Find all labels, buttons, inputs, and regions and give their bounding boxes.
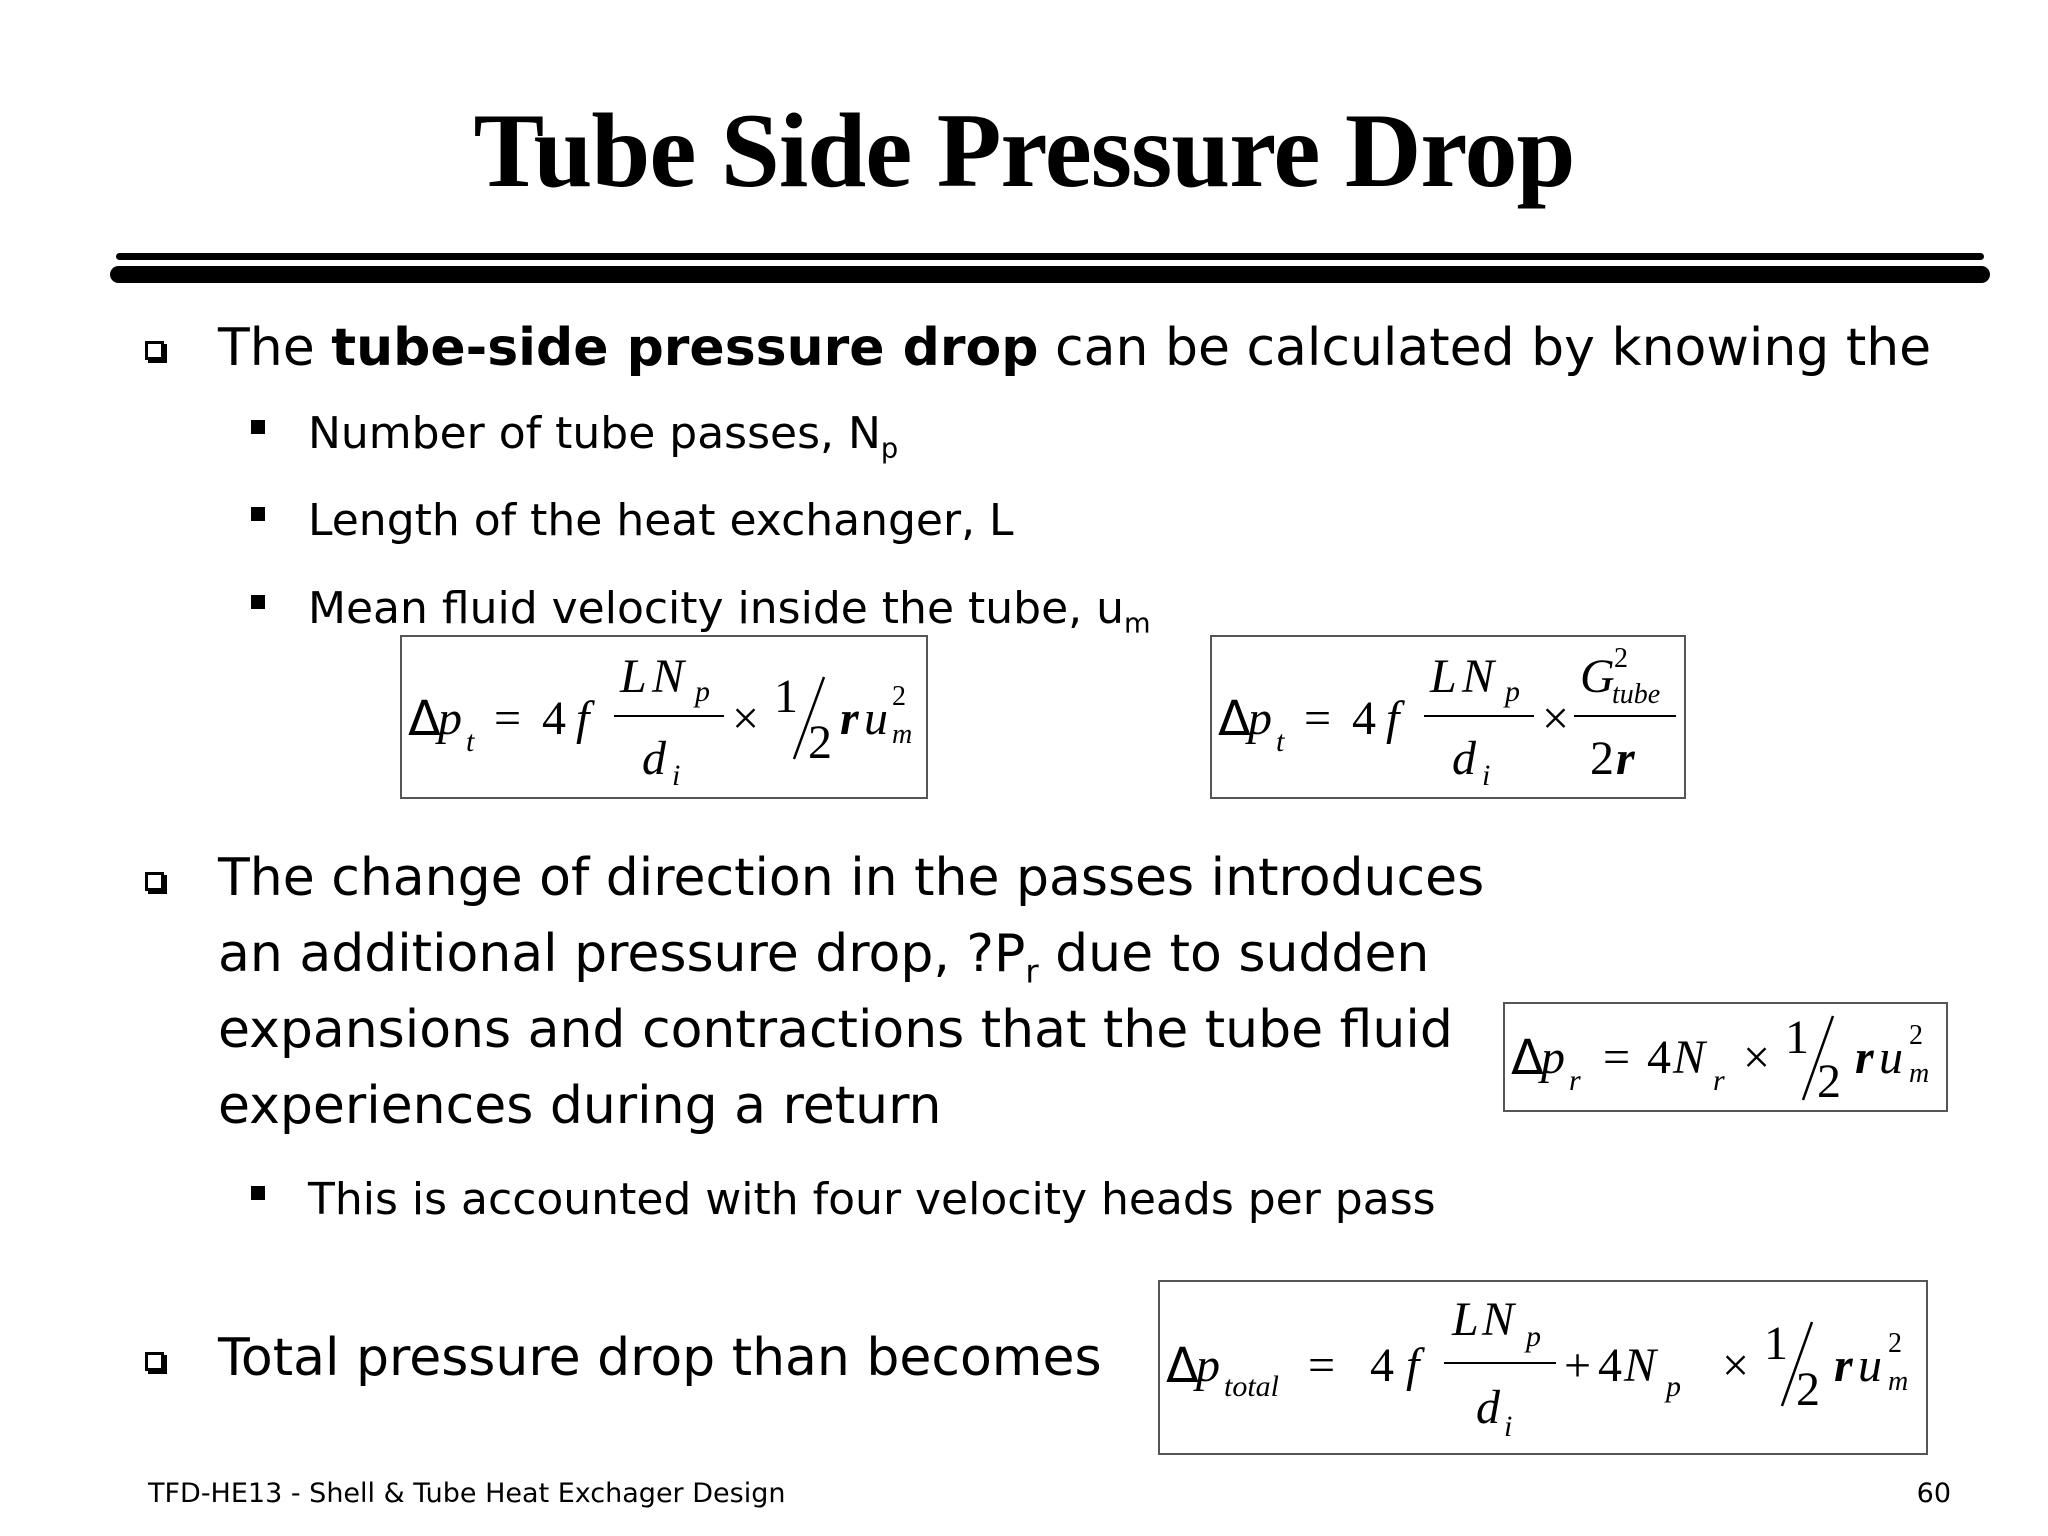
- bullet-2-line-2: [218, 924, 1430, 991]
- times-sign: ×: [1722, 1339, 1750, 1392]
- p-var: p: [438, 692, 462, 745]
- equals-sign: =: [1304, 692, 1332, 745]
- subscript-total: total: [1224, 1370, 1280, 1403]
- sub-item-subscript: p: [880, 433, 899, 465]
- u-var: u: [864, 692, 888, 745]
- f-var: f: [576, 692, 590, 745]
- d-var: d: [1452, 732, 1476, 785]
- rho-var: r: [1834, 1339, 1853, 1392]
- sub-item-length: [308, 495, 1014, 547]
- subscript-m: m: [1909, 1058, 1930, 1089]
- coef-4: 4: [1370, 1339, 1394, 1392]
- square-bullet-icon: [251, 507, 265, 521]
- coef-4: 4: [542, 692, 566, 745]
- equation-box-tube-pressure-drop: [400, 635, 928, 799]
- superscript-2: 2: [1614, 643, 1628, 674]
- slide-title: Tube Side Pressure Drop: [473, 92, 1575, 209]
- N-var: N: [1624, 1339, 1657, 1392]
- hollow-square-bullet-icon: [145, 1352, 164, 1371]
- equation-box-return-loss: [1503, 1002, 1948, 1112]
- u-var: u: [1879, 1031, 1903, 1084]
- superscript-2: 2: [1888, 1328, 1902, 1359]
- d-var: d: [1476, 1381, 1500, 1434]
- two-numeral: 2: [808, 716, 832, 769]
- one-numeral: 1: [774, 670, 798, 723]
- f-var: f: [1386, 692, 1400, 745]
- equals-sign: =: [494, 692, 522, 745]
- fraction-bar: [614, 715, 724, 717]
- u-var: u: [1858, 1339, 1882, 1392]
- coef-4: 4: [1647, 1031, 1671, 1084]
- subscript-r: r: [1569, 1064, 1581, 1097]
- square-bullet-icon: [251, 595, 265, 609]
- one-numeral: 1: [1785, 1011, 1809, 1064]
- subscript-i: i: [1504, 1410, 1513, 1443]
- equation-box-mass-flux: [1210, 635, 1686, 799]
- sub-item-text: Mean fluid velocity inside the tube, u: [308, 583, 1124, 634]
- equals-sign: =: [1308, 1339, 1336, 1392]
- rho-var: r: [1616, 732, 1635, 785]
- superscript-2: 2: [1909, 1020, 1923, 1051]
- sub-item-tube-passes: [308, 408, 899, 465]
- sub-item-velocity: [308, 583, 1151, 640]
- sub-item-velocity-heads: This is accounted with four velocity heads per pass: [308, 1174, 1436, 1225]
- times-sign: ×: [1542, 692, 1570, 745]
- rho-var: r: [1855, 1031, 1874, 1084]
- times-sign: ×: [1743, 1031, 1771, 1084]
- subscript-r: r: [1713, 1064, 1725, 1097]
- coef-4: 4: [1598, 1339, 1622, 1392]
- times-sign: ×: [732, 692, 760, 745]
- d-var: d: [642, 732, 666, 785]
- two-numeral: 2: [1796, 1363, 1820, 1416]
- bullet-1-pre: The: [218, 318, 332, 378]
- fraction-bar: [1424, 715, 1534, 717]
- hollow-square-bullet-icon: [145, 872, 164, 891]
- coef-4: 4: [1352, 692, 1376, 745]
- p-var: p: [1248, 692, 1272, 745]
- L-var: L: [620, 650, 647, 703]
- delta-symbol: Δ: [1511, 1030, 1544, 1086]
- equation-box-total-pressure-drop: [1158, 1280, 1928, 1455]
- fraction-bar: [1444, 1362, 1556, 1364]
- bullet-1-bold: tube-side pressure drop: [331, 318, 1039, 378]
- N-var: N: [652, 650, 685, 703]
- one-numeral: 1: [1764, 1317, 1788, 1370]
- two-numeral: 2: [1817, 1055, 1841, 1108]
- subscript-t: t: [466, 725, 475, 758]
- sub-item-text: Number of tube passes, N: [308, 408, 881, 459]
- equals-sign: =: [1603, 1031, 1631, 1084]
- bullet-3-text: Total pressure drop than becomes: [218, 1328, 1102, 1388]
- pr-subscript: r: [1025, 952, 1039, 991]
- subscript-p: p: [1526, 1320, 1541, 1353]
- N-var: N: [1673, 1031, 1706, 1084]
- bullet-1-post: can be calculated by knowing the: [1038, 318, 1932, 378]
- p-var: p: [1196, 1339, 1220, 1392]
- subscript-p: p: [1505, 675, 1520, 708]
- delta-symbol: Δ: [408, 691, 441, 747]
- subscript-i: i: [672, 759, 681, 792]
- subscript-p: p: [695, 675, 710, 708]
- plus-sign: +: [1564, 1339, 1592, 1392]
- G-var: G: [1580, 650, 1615, 703]
- subscript-tube: tube: [1612, 679, 1661, 710]
- two-numeral: 2: [1590, 732, 1614, 785]
- fraction-bar: [1574, 715, 1676, 717]
- subscript-i: i: [1482, 759, 1491, 792]
- N-var: N: [1482, 1293, 1515, 1346]
- subscript-m: m: [1888, 1366, 1909, 1397]
- subscript-p: p: [1666, 1370, 1681, 1403]
- N-var: N: [1462, 650, 1495, 703]
- page-number: 60: [1916, 1478, 1951, 1509]
- bullet-2-line-4: experiences during a return: [218, 1076, 942, 1136]
- bullet-2-line-3: expansions and contractions that the tube fluid: [218, 1000, 1453, 1060]
- rho-var: r: [840, 692, 859, 745]
- superscript-2: 2: [892, 681, 906, 712]
- bullet-2-line-2b: due to sudden: [1038, 924, 1430, 984]
- L-var: L: [1452, 1293, 1479, 1346]
- delta-symbol: Δ: [1166, 1338, 1199, 1394]
- footer-course-title: TFD-HE13 - Shell & Tube Heat Exchager Design: [148, 1478, 786, 1509]
- subscript-m: m: [892, 719, 913, 750]
- p-var: p: [1541, 1031, 1565, 1084]
- bullet-2-line-2a: an additional pressure drop, ?P: [218, 924, 1026, 984]
- square-bullet-icon: [251, 420, 265, 434]
- bullet-1-text: [218, 318, 1931, 378]
- f-var: f: [1406, 1339, 1420, 1392]
- bullet-2-line-1: The change of direction in the passes introduces: [218, 848, 1485, 908]
- hollow-square-bullet-icon: [145, 341, 164, 360]
- square-bullet-icon: [251, 1186, 265, 1200]
- delta-symbol: Δ: [1218, 691, 1251, 747]
- sub-item-subscript: m: [1124, 608, 1151, 640]
- L-var: L: [1430, 650, 1457, 703]
- subscript-t: t: [1276, 725, 1285, 758]
- title-rule-thick: [110, 266, 1990, 283]
- sub-item-text: Length of the heat exchanger, L: [308, 495, 1014, 546]
- title-rule-thin: [116, 253, 1984, 260]
